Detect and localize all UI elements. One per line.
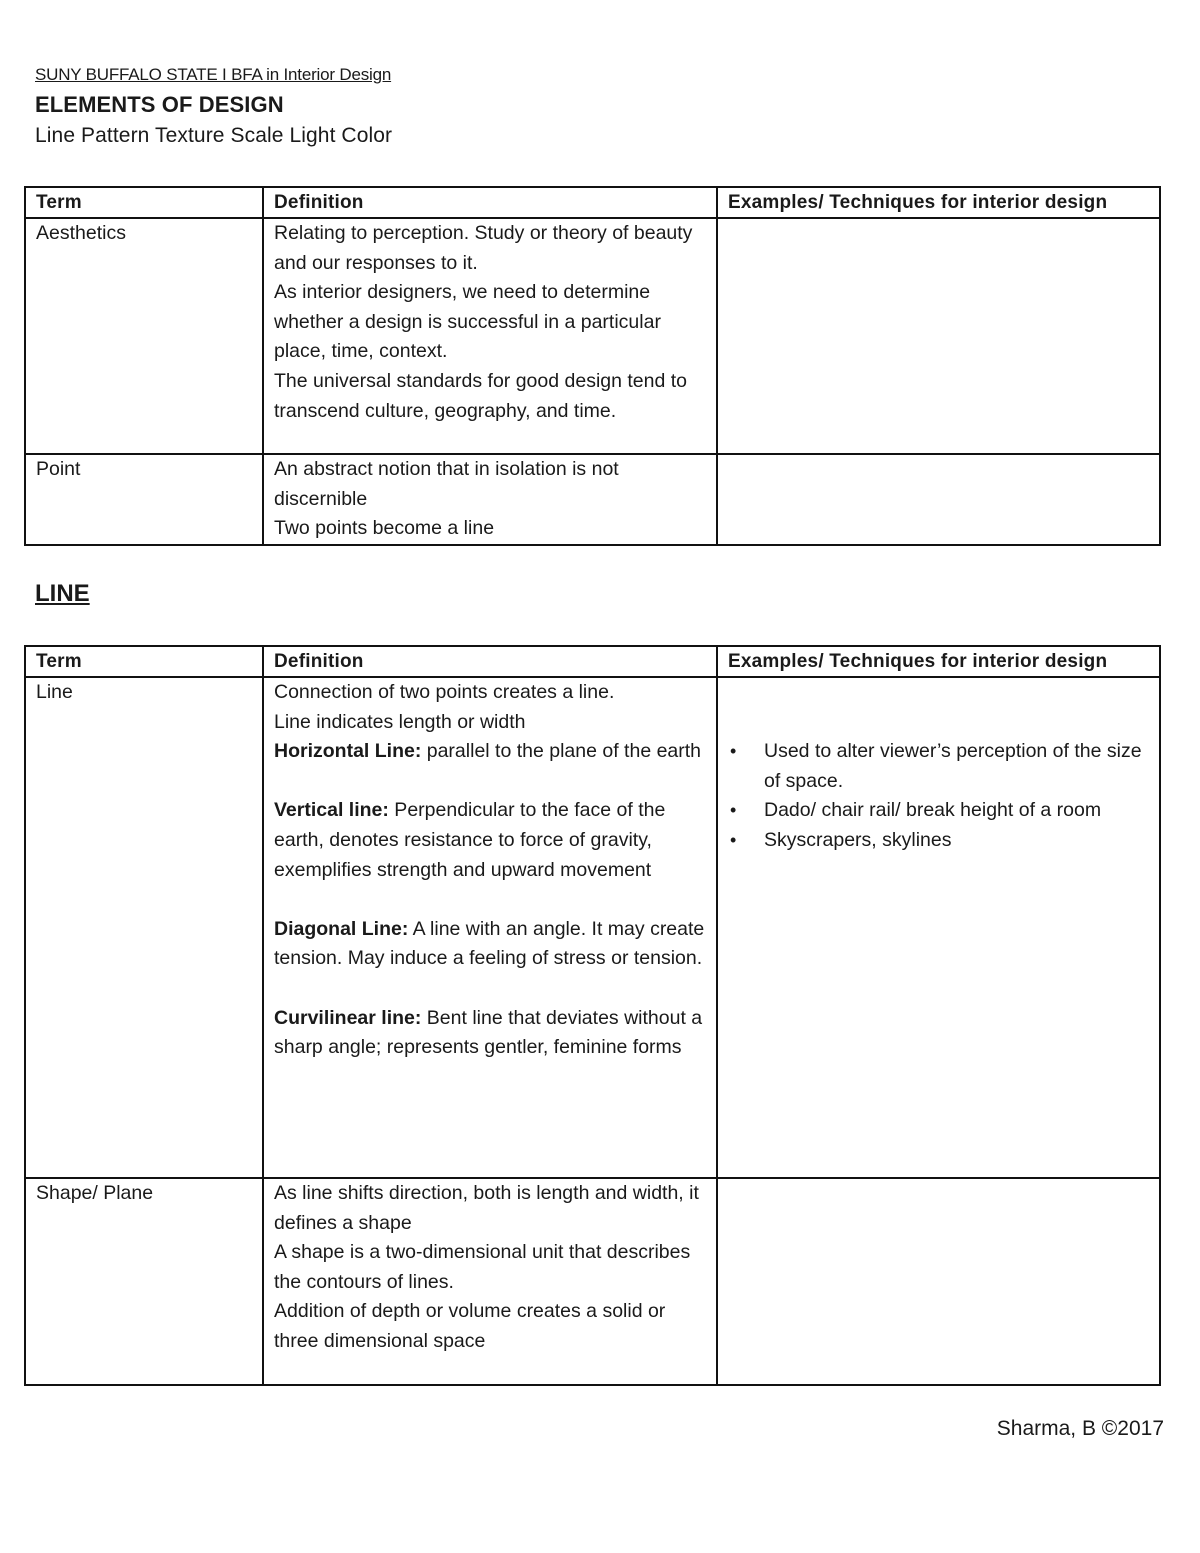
line-type-label: Horizontal Line: bbox=[274, 740, 422, 763]
examples-cell bbox=[717, 454, 1160, 545]
definition-cell bbox=[263, 677, 717, 1178]
examples-cell bbox=[717, 1178, 1160, 1385]
examples-cell bbox=[717, 218, 1160, 454]
program-header: SUNY BUFFALO STATE I BFA in Interior Design bbox=[35, 65, 392, 84]
line-type-text: Bent line that deviates without a sharp angle; represents gentler, feminine forms bbox=[274, 1006, 703, 1059]
line-type-label: Diagonal Line: bbox=[274, 917, 409, 940]
document-subtitle: Line Pattern Texture Scale Light Color bbox=[35, 124, 393, 147]
column-header-examples: Examples/ Techniques for interior design bbox=[717, 187, 1160, 218]
line-type-horizontal bbox=[274, 737, 708, 767]
column-header-term: Term bbox=[25, 187, 263, 218]
column-header-definition: Definition bbox=[263, 646, 717, 677]
section-heading-line: LINE bbox=[35, 580, 90, 607]
table-row bbox=[25, 218, 1160, 454]
definition-text: The universal standards for good design tend to transcend culture, geography, and time. bbox=[274, 369, 688, 422]
footer-credit: Sharma, B ©2017 bbox=[996, 1417, 1164, 1440]
table-row bbox=[25, 1178, 1160, 1385]
line-type-label: Vertical line: bbox=[274, 799, 389, 822]
column-header-examples: Examples/ Techniques for interior design bbox=[717, 646, 1160, 677]
line-table bbox=[24, 645, 1161, 1386]
column-header-term: Term bbox=[25, 646, 263, 677]
term-cell: Point bbox=[25, 454, 263, 545]
table-header-row bbox=[25, 646, 1160, 677]
definition-text: A shape is a two-dimensional unit that describes the contours of lines. bbox=[274, 1241, 691, 1293]
table-header-row bbox=[25, 187, 1160, 218]
line-type-text: A line with an angle. It may create tension. May induce a feeling of stress or tension. bbox=[274, 917, 705, 970]
term-cell: Shape/ Plane bbox=[25, 1178, 263, 1385]
elements-table bbox=[24, 186, 1161, 546]
definition-cell bbox=[263, 454, 717, 545]
definition-text: As line shifts direction, both is length and width, it defines a shape bbox=[274, 1182, 699, 1234]
line-type-diagonal bbox=[274, 915, 708, 974]
line-type-label: Curvilinear line: bbox=[274, 1006, 422, 1029]
definition-text: An abstract notion that in isolation is not discernible bbox=[274, 458, 619, 510]
definition-text: Connection of two points creates a line. bbox=[274, 681, 615, 703]
line-type-text: Perpendicular to the face of the earth, denotes resistance to force of gravity, exemplifies strength and upward movement bbox=[274, 799, 666, 881]
document-title: ELEMENTS OF DESIGN bbox=[35, 92, 284, 117]
definition-text: As interior designers, we need to determine whether a design is successful in a particular place, time, context. bbox=[274, 281, 661, 363]
line-type-curvilinear bbox=[274, 1004, 708, 1063]
definition-cell bbox=[263, 1178, 717, 1385]
examples-list bbox=[728, 737, 1151, 855]
definition-text: Relating to perception. Study or theory of beauty and our responses to it. bbox=[274, 222, 693, 274]
definition-cell bbox=[263, 218, 717, 454]
list-item: • Used to alter viewer’s perception of the size of space. bbox=[728, 737, 1151, 796]
list-item: • Skyscrapers, skylines bbox=[728, 826, 1151, 856]
definition-text: Two points become a line bbox=[274, 517, 495, 540]
table-row bbox=[25, 677, 1160, 1178]
list-item: • Dado/ chair rail/ break height of a room bbox=[728, 796, 1151, 826]
line-type-vertical bbox=[274, 796, 708, 885]
term-cell: Line bbox=[25, 677, 263, 1178]
column-header-definition: Definition bbox=[263, 187, 717, 218]
definition-text: Line indicates length or width bbox=[274, 710, 526, 733]
table-row bbox=[25, 454, 1160, 545]
line-type-text: parallel to the plane of the earth bbox=[421, 740, 702, 763]
definition-text: Addition of depth or volume creates a solid or three dimensional space bbox=[274, 1300, 666, 1352]
examples-cell bbox=[717, 677, 1160, 1178]
term-cell: Aesthetics bbox=[25, 218, 263, 454]
